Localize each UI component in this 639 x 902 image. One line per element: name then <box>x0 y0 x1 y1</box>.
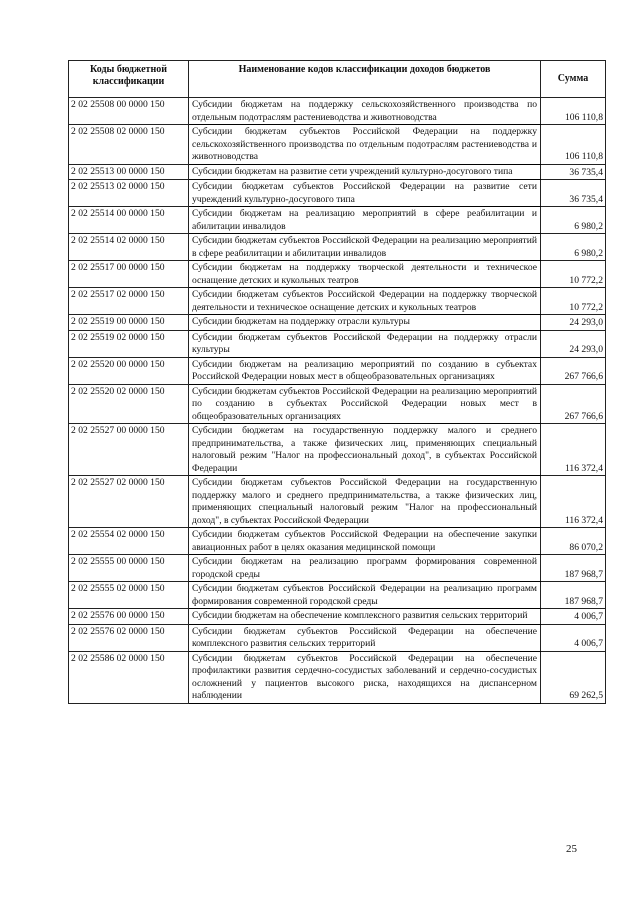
row-name: Субсидии бюджетам на государственную поддержку малого и среднего предпринимательства, а также физических лиц, применяющих специальный налоговый режим "Налог на профессиональный доход", в субъектах Российской Федерации <box>189 424 541 476</box>
row-sum: 24 293,0 <box>541 330 606 357</box>
header-name: Наименование кодов классификации доходов бюджетов <box>189 61 541 98</box>
row-sum: 6 980,2 <box>541 207 606 234</box>
row-name: Субсидии бюджетам субъектов Российской Федерации на обеспечение закупки авиационных работ в целях оказания медицинской помощи <box>189 528 541 555</box>
row-sum: 106 110,8 <box>541 125 606 165</box>
table-row <box>69 315 606 331</box>
row-code: 2 02 25527 02 0000 150 <box>69 476 189 528</box>
row-code: 2 02 25517 02 0000 150 <box>69 288 189 315</box>
row-sum: 86 070,2 <box>541 528 606 555</box>
table-row <box>69 125 606 165</box>
row-code: 2 02 25513 02 0000 150 <box>69 180 189 207</box>
row-code: 2 02 25517 00 0000 150 <box>69 261 189 288</box>
row-name: Субсидии бюджетам субъектов Российской Федерации на поддержку отрасли культуры <box>189 330 541 357</box>
row-name: Субсидии бюджетам субъектов Российской Федерации на обеспечение профилактики развития сердечно-сосудистых заболеваний и сердечно-сосудистых осложнений у пациентов высокого риска, находящихся на диспансерном наблюдении <box>189 651 541 703</box>
table-row <box>69 164 606 180</box>
table-row <box>69 651 606 703</box>
row-sum: 6 980,2 <box>541 234 606 261</box>
row-name: Субсидии бюджетам на развитие сети учреждений культурно-досугового типа <box>189 164 541 180</box>
table-row <box>69 207 606 234</box>
table-row <box>69 330 606 357</box>
row-code: 2 02 25519 00 0000 150 <box>69 315 189 331</box>
row-sum: 69 262,5 <box>541 651 606 703</box>
row-code: 2 02 25554 02 0000 150 <box>69 528 189 555</box>
row-code: 2 02 25508 02 0000 150 <box>69 125 189 165</box>
row-name: Субсидии бюджетам субъектов Российской Федерации на поддержку творческой деятельности и техническое оснащение детских и кукольных театров <box>189 288 541 315</box>
table-row <box>69 234 606 261</box>
row-code: 2 02 25555 02 0000 150 <box>69 582 189 609</box>
table-row <box>69 624 606 651</box>
table-row <box>69 582 606 609</box>
table-body <box>69 98 606 704</box>
table-row <box>69 384 606 424</box>
row-sum: 267 766,6 <box>541 384 606 424</box>
row-name: Субсидии бюджетам на поддержку творческой деятельности и техническое оснащение детских и кукольных театров <box>189 261 541 288</box>
row-sum: 106 110,8 <box>541 98 606 125</box>
row-code: 2 02 25520 02 0000 150 <box>69 384 189 424</box>
row-sum: 4 006,7 <box>541 609 606 625</box>
table-row <box>69 98 606 125</box>
row-code: 2 02 25576 00 0000 150 <box>69 609 189 625</box>
row-sum: 187 968,7 <box>541 555 606 582</box>
table-row <box>69 180 606 207</box>
row-code: 2 02 25508 00 0000 150 <box>69 98 189 125</box>
row-name: Субсидии бюджетам субъектов Российской Федерации на поддержку сельскохозяйственного производства по отдельным подотраслям растениеводства и животноводства <box>189 125 541 165</box>
row-sum: 187 968,7 <box>541 582 606 609</box>
row-code: 2 02 25527 00 0000 150 <box>69 424 189 476</box>
row-sum: 116 372,4 <box>541 424 606 476</box>
header-sum: Сумма <box>541 61 606 98</box>
row-code: 2 02 25514 00 0000 150 <box>69 207 189 234</box>
row-name: Субсидии бюджетам на поддержку отрасли культуры <box>189 315 541 331</box>
table-row <box>69 261 606 288</box>
table-row <box>69 609 606 625</box>
row-code: 2 02 25513 00 0000 150 <box>69 164 189 180</box>
row-name: Субсидии бюджетам на обеспечение комплексного развития сельских территорий <box>189 609 541 625</box>
table-row <box>69 424 606 476</box>
header-code: Коды бюджетной классификации <box>69 61 189 98</box>
row-sum: 4 006,7 <box>541 624 606 651</box>
budget-table <box>68 60 606 704</box>
row-name: Субсидии бюджетам субъектов Российской Федерации на государственную поддержку малого и среднего предпринимательства, а также физических лиц, применяющих специальный налоговый режим "Налог на профессиональный доход", в субъектах Российской Федерации <box>189 476 541 528</box>
row-sum: 24 293,0 <box>541 315 606 331</box>
row-code: 2 02 25555 00 0000 150 <box>69 555 189 582</box>
table-row <box>69 288 606 315</box>
row-code: 2 02 25520 00 0000 150 <box>69 357 189 384</box>
row-name: Субсидии бюджетам на поддержку сельскохозяйственного производства по отдельным подотраслям растениеводства и животноводства <box>189 98 541 125</box>
row-sum: 36 735,4 <box>541 164 606 180</box>
row-sum: 10 772,2 <box>541 288 606 315</box>
row-sum: 10 772,2 <box>541 261 606 288</box>
table-row <box>69 476 606 528</box>
row-name: Субсидии бюджетам субъектов Российской Федерации на развитие сети учреждений культурно-досугового типа <box>189 180 541 207</box>
row-code: 2 02 25514 02 0000 150 <box>69 234 189 261</box>
row-code: 2 02 25576 02 0000 150 <box>69 624 189 651</box>
table-row <box>69 528 606 555</box>
row-code: 2 02 25586 02 0000 150 <box>69 651 189 703</box>
row-sum: 36 735,4 <box>541 180 606 207</box>
row-name: Субсидии бюджетам субъектов Российской Федерации на реализацию мероприятий по созданию в субъектах Российской Федерации новых мест в общеобразовательных организациях <box>189 384 541 424</box>
table-row <box>69 357 606 384</box>
row-name: Субсидии бюджетам субъектов Российской Федерации на реализацию мероприятий в сфере реабилитации и абилитации инвалидов <box>189 234 541 261</box>
table-header-row <box>69 61 606 98</box>
row-name: Субсидии бюджетам на реализацию мероприятий в сфере реабилитации и абилитации инвалидов <box>189 207 541 234</box>
row-name: Субсидии бюджетам субъектов Российской Федерации на обеспечение комплексного развития сельских территорий <box>189 624 541 651</box>
row-name: Субсидии бюджетам на реализацию мероприятий по созданию в субъектах Российской Федерации новых мест в общеобразовательных организациях <box>189 357 541 384</box>
table-row <box>69 555 606 582</box>
row-name: Субсидии бюджетам субъектов Российской Федерации на реализацию программ формирования современной городской среды <box>189 582 541 609</box>
row-sum: 116 372,4 <box>541 476 606 528</box>
page-number: 25 <box>566 843 577 855</box>
row-sum: 267 766,6 <box>541 357 606 384</box>
row-name: Субсидии бюджетам на реализацию программ формирования современной городской среды <box>189 555 541 582</box>
row-code: 2 02 25519 02 0000 150 <box>69 330 189 357</box>
